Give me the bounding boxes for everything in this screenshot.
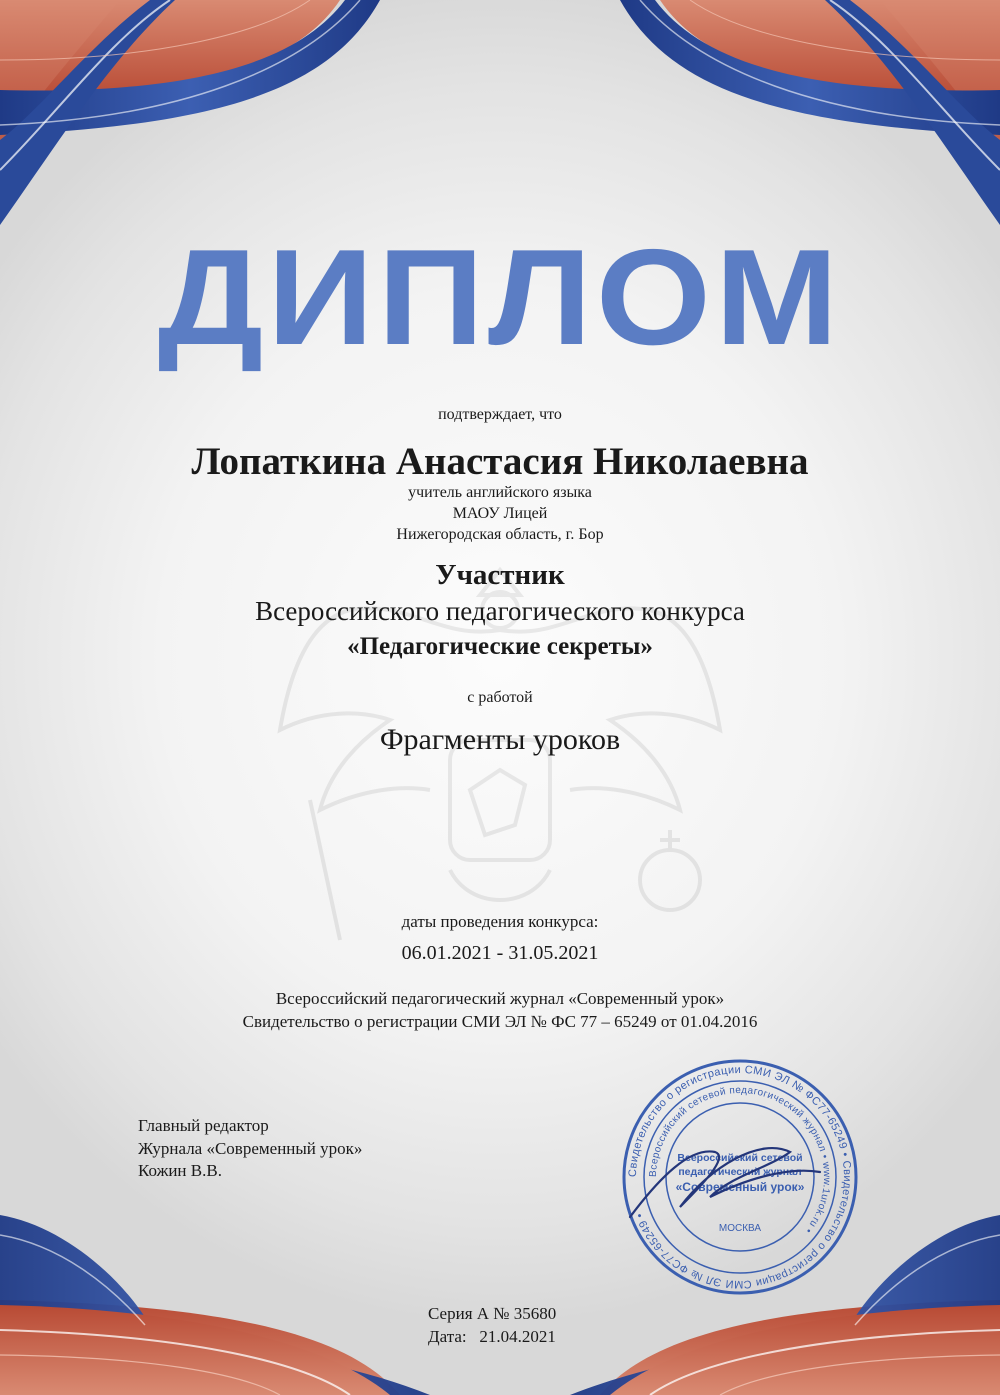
with-work-label: с работой: [467, 689, 533, 706]
contest-name: «Педагогические секреты»: [347, 633, 653, 660]
stamp-city: МОСКВА: [718, 1223, 762, 1234]
contest-description: Всероссийского педагогического конкурса: [255, 596, 745, 626]
journal-name: Всероссийский педагогический журнал «Современный урок»: [275, 989, 725, 1008]
bottom-ribbon-decoration: [0, 1195, 1000, 1395]
recipient-location: Нижегородская область, г. Бор: [396, 526, 604, 543]
work-title: Фрагменты уроков: [379, 723, 621, 756]
editor-journal: Журнала «Современный урок»: [138, 1138, 363, 1158]
recipient-position: учитель английского языка: [408, 484, 592, 501]
serial-block: [428, 1303, 556, 1348]
participant-status: Участник: [435, 559, 565, 591]
recipient-name: Лопаткина Анастасия Николаевна: [191, 440, 809, 483]
issue-date-label: Дата:: [428, 1326, 467, 1346]
recipient-school: МАОУ Лицей: [452, 505, 548, 522]
dates-label: даты проведения конкурса:: [401, 912, 599, 931]
editor-name: Кожин В.В.: [138, 1161, 222, 1180]
editor-block: [138, 1115, 362, 1183]
diploma-title: ДИПЛОМ: [157, 221, 843, 374]
top-ribbon-decoration: [0, 0, 1000, 230]
registration-info: Свидетельство о регистрации СМИ ЭЛ № ФС 77 – 65249 от 01.04.2016: [242, 1012, 758, 1031]
issue-date-value: 21.04.2021: [479, 1326, 556, 1346]
serial-number: Серия А № 35680: [428, 1304, 557, 1323]
stamp-center-line2: педагогический журнал: [678, 1166, 802, 1178]
stamp-center-line1: Всероссийский сетевой: [677, 1152, 803, 1164]
dates-value: 06.01.2021 - 31.05.2021: [401, 942, 599, 964]
issue-date: [428, 1326, 556, 1349]
stamp-outer-text: Свидетельство о регистрации СМИ ЭЛ № ФС77-65249 • Свидетельство о регистрации СМИ ЭЛ № ФС77-65249 •: [626, 1063, 854, 1291]
stamp-inner-text: Всероссийский сетевой педагогический журнал • www.1urok.ru •: [647, 1084, 833, 1236]
stamp-center-line3: «Современный урок»: [675, 1180, 805, 1194]
confirms-text: подтверждает, что: [438, 406, 562, 423]
editor-role: Главный редактор: [138, 1116, 269, 1135]
